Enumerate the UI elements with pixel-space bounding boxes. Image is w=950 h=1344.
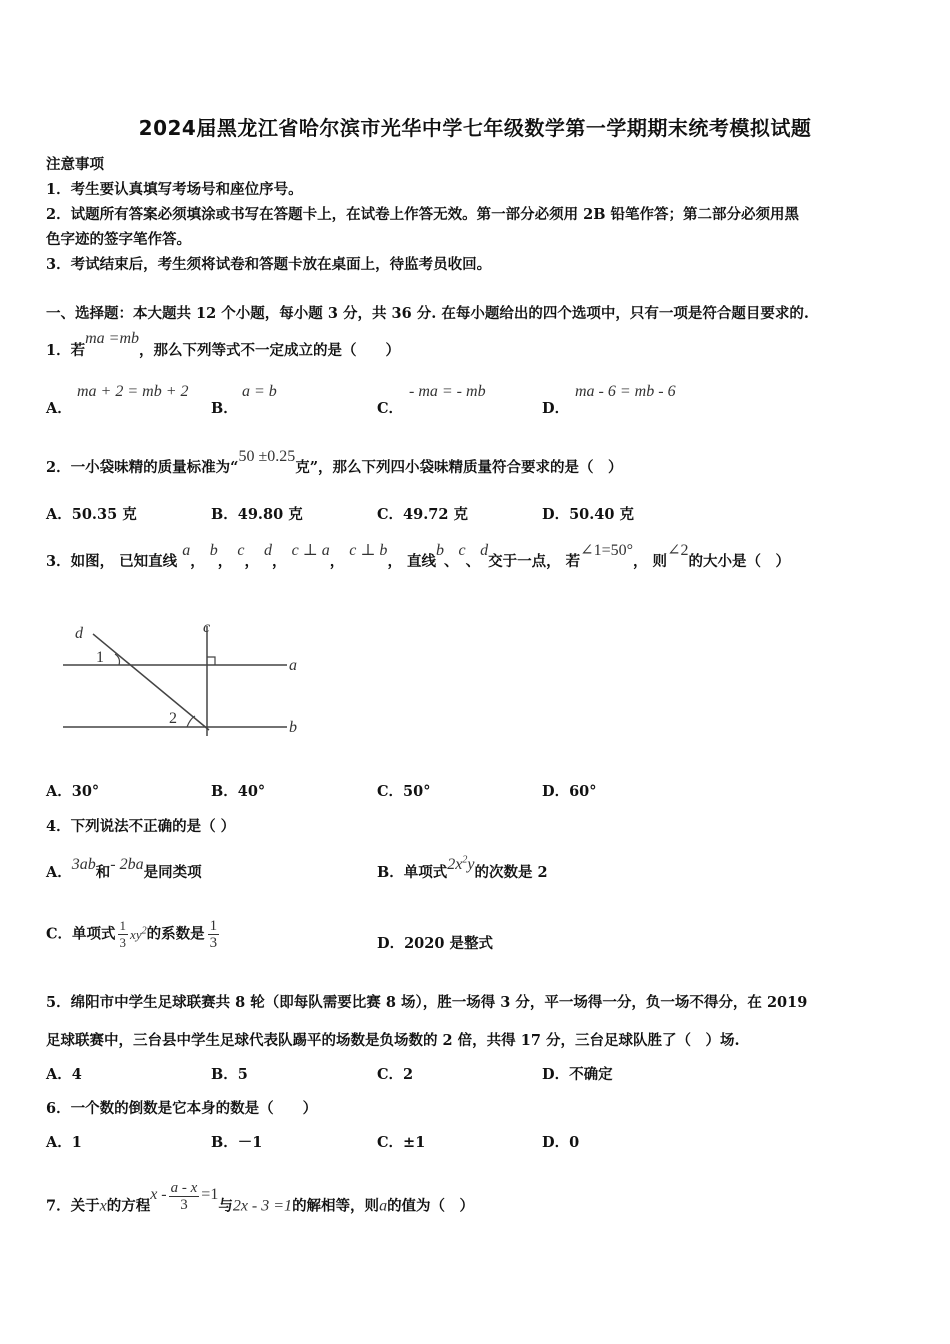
right-angle-mark <box>207 657 215 665</box>
q6-option-d[interactable]: D．0 <box>542 1134 580 1151</box>
q5-option-d[interactable]: D．不确定 <box>542 1066 613 1083</box>
question-4: 4．下列说法不正确的是（ ） <box>46 818 236 835</box>
q4-c-var: $xy^2$ <box>130 925 147 942</box>
fig-label-c: c <box>203 619 211 636</box>
q4-b-expr: $2x^2y$ <box>447 854 475 873</box>
q4-option-c[interactable]: C．单项式 $\frac{1}{3}$ $xy^2$的系数是 $\frac{1}{3}$ <box>46 918 218 951</box>
q5-option-a[interactable]: A．4 <box>46 1066 82 1083</box>
q2-option-a[interactable]: A．50.35 克 <box>46 506 137 523</box>
q4-option-d[interactable]: D．2020 是整式 <box>377 935 493 952</box>
question-5-line1: 5．绵阳市中学生足球联赛共 8 轮（即每队需要比赛 8 场），胜一场得 3 分，平一场得一分，负一场不得分，在 2019 <box>46 994 808 1011</box>
question-3: 3．如图， 已知直线 a， b， c， d， c ⊥ a， c ⊥ b， 直线b、c、d交于一点， 若∠1=50°， 则∠2的大小是（ ） <box>46 542 790 570</box>
q7-var-a: a <box>379 1197 388 1215</box>
q3-meet: 交于一点， 若 <box>488 553 581 570</box>
fig-label-a: a <box>289 657 297 674</box>
fig-label-2: 2 <box>169 710 177 727</box>
q4-option-b[interactable]: B．单项式$2x^2y$的次数是 2 <box>377 854 548 881</box>
q7-rhs: =1 <box>201 1185 219 1203</box>
q1-pre: 1．若 <box>46 342 86 359</box>
q1-option-d[interactable]: D． <box>542 400 570 417</box>
question-5-line2: 足球联赛中，三台县中学生足球代表队踢平的场数是负场数的 2 倍，共得 17 分，三台足球队胜了（ ）场. <box>46 1032 740 1049</box>
q3-option-c[interactable]: C．50° <box>377 783 431 800</box>
q3-option-b[interactable]: B．40° <box>211 783 266 800</box>
q6-option-c[interactable]: C．±1 <box>377 1134 426 1151</box>
q5-option-c[interactable]: C．2 <box>377 1066 414 1083</box>
q3-figure <box>55 612 315 747</box>
notice-item-1: 1．考生要认真填写考场号和座位序号。 <box>46 181 303 198</box>
fig-label-d: d <box>75 625 83 642</box>
q3-line-c: c <box>237 542 245 559</box>
q4-c-coef: $\frac{1}{3}$ <box>209 918 218 951</box>
q3-c-perp-b: c ⊥ b <box>349 542 388 559</box>
q2-pre: 2．一小袋味精的质量标准为“ <box>46 459 239 476</box>
notice-item-3: 3．考试结束后，考生须将试卷和答题卡放在桌面上，待监考员收回。 <box>46 256 492 273</box>
q7-var-x: x <box>99 1197 107 1215</box>
page-title: 2024届黑龙江省哈尔滨市光华中学七年级数学第一学期期末统考模拟试题 <box>138 116 812 140</box>
q1-option-b-expr: a = b <box>242 383 277 400</box>
q2-post: 克”，那么下列四小袋味精质量符合要求的是（ ） <box>295 459 623 476</box>
question-7: 7．关于x的方程x - $\frac{a - x}{3}$ =1与2x - 3 =1的解相等，则a的值为（ ） <box>46 1180 475 1215</box>
q1-option-a[interactable]: A． <box>46 400 72 417</box>
q7-fraction: $\frac{a - x}{3}$ <box>170 1180 198 1213</box>
fig-label-1: 1 <box>96 649 104 666</box>
q3-pre: 3．如图， 已知直线 <box>46 553 178 570</box>
q7-eq2: 2x - 3 =1 <box>232 1197 293 1215</box>
q1-post: ，那么下列等式不一定成立的是（ ） <box>139 342 400 359</box>
q3-line-d: d <box>264 542 272 559</box>
q6-option-a[interactable]: A．1 <box>46 1134 82 1151</box>
q1-option-c[interactable]: C． <box>377 400 404 417</box>
q1-option-a-expr: ma + 2 = mb + 2 <box>77 383 189 400</box>
fig-label-b: b <box>289 719 297 736</box>
q2-option-b[interactable]: B．49.80 克 <box>211 506 303 523</box>
q3-angle1: ∠1=50° <box>580 542 633 559</box>
q2-option-d[interactable]: D．50.40 克 <box>542 506 635 523</box>
q3-option-d[interactable]: D．60° <box>542 783 597 800</box>
section-heading: 一、选择题：本大题共 12 个小题，每小题 3 分，共 36 分. 在每小题给出的四个选项中，只有一项是符合题目要求的. <box>46 305 809 322</box>
question-1 <box>46 330 400 360</box>
q1-option-d-expr: ma - 6 = mb - 6 <box>575 383 676 400</box>
q5-option-b[interactable]: B．5 <box>211 1066 248 1083</box>
notice-heading: 注意事项 <box>46 156 104 173</box>
q3-then: ， 则 <box>633 553 668 570</box>
q1-option-c-expr: - ma = - mb <box>409 383 486 400</box>
q3-line-a: a <box>182 542 191 559</box>
notice-item-2-cont: 色字迹的签字笔作答。 <box>46 231 191 248</box>
q3-line-b: b <box>209 542 218 559</box>
q7-lhs: x - <box>150 1185 167 1203</box>
q4-a-expr2: - 2ba <box>110 856 144 873</box>
question-6: 6．一个数的倒数是它本身的数是（ ） <box>46 1100 318 1117</box>
figure-line-d <box>93 634 209 730</box>
q4-option-a[interactable]: A．3ab和- 2ba是同类项 <box>46 856 202 881</box>
q3-mid: ， 直线 <box>387 553 436 570</box>
q6-option-b[interactable]: B．－1 <box>211 1134 263 1151</box>
q4-c-fraction: $\frac{1}{3}$ <box>119 918 127 950</box>
q2-option-c[interactable]: C．49.72 克 <box>377 506 468 523</box>
q3-post: 的大小是（ ） <box>688 553 790 570</box>
q1-option-b[interactable]: B． <box>211 400 238 417</box>
q3-option-a[interactable]: A．30° <box>46 783 100 800</box>
q1-expr: ma =mb <box>85 330 139 347</box>
q3-c-perp-a: c ⊥ a <box>291 542 330 559</box>
notice-item-2: 2．试题所有答案必须填涂或书写在答题卡上，在试卷上作答无效。第一部分必须用 2B 铅笔作答；第二部分必须用黑 <box>46 206 800 223</box>
question-2 <box>46 448 623 477</box>
q2-expr: 50 ±0.25 <box>238 448 296 465</box>
q4-a-expr1: 3ab <box>71 856 96 873</box>
q3-angle2: ∠2 <box>667 542 689 559</box>
